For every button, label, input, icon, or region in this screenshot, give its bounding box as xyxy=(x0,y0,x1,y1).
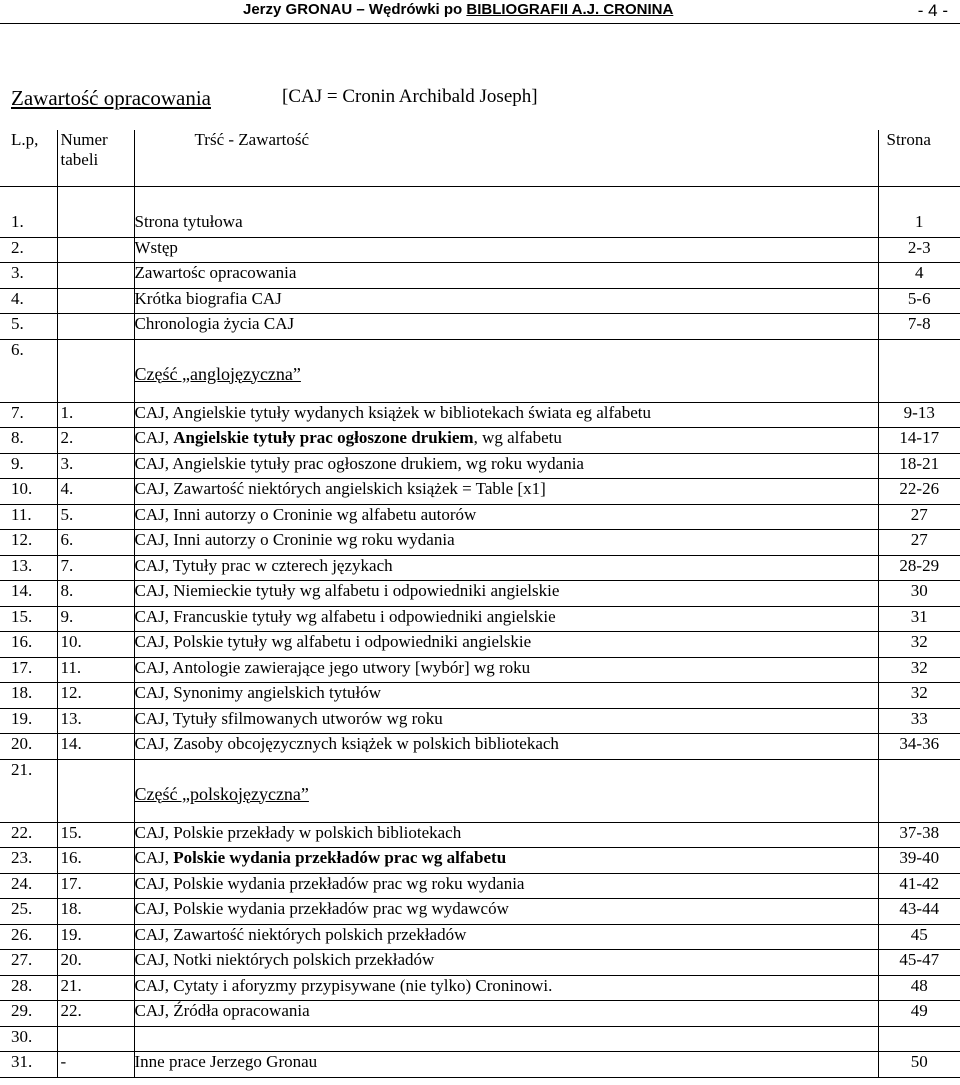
row-lp: 16. xyxy=(0,632,57,658)
row-page: 7-8 xyxy=(878,314,960,340)
page-title: Zawartość opracowania xyxy=(11,86,211,110)
column-header-page: Strona xyxy=(878,130,960,187)
row-page: 27 xyxy=(878,504,960,530)
row-lp: 31. xyxy=(0,1052,57,1078)
section-label-cell xyxy=(134,339,878,402)
row-table-number xyxy=(57,237,134,263)
row-content-prefix: CAJ, xyxy=(134,428,174,447)
row-content[interactable]: CAJ, Inni autorzy o Croninie wg roku wydania xyxy=(134,530,878,556)
row-content-prefix: CAJ, xyxy=(134,848,174,867)
row-table-number: 18. xyxy=(57,899,134,925)
row-content[interactable]: CAJ, Polskie przekłady w polskich bibliotekach xyxy=(134,822,878,848)
row-lp: 12. xyxy=(0,530,57,556)
row-content[interactable]: CAJ, Polskie wydania przekładów prac wg wydawców xyxy=(134,899,878,925)
row-page: 32 xyxy=(878,632,960,658)
table-row xyxy=(0,708,960,734)
row-table-number: 13. xyxy=(57,708,134,734)
page-subtitle: [CAJ = Cronin Archibald Joseph] xyxy=(282,86,538,107)
row-lp: 18. xyxy=(0,683,57,709)
row-lp: 20. xyxy=(0,734,57,760)
row-content[interactable]: Inne prace Jerzego Gronau xyxy=(134,1052,878,1078)
row-lp: 24. xyxy=(0,873,57,899)
row-content[interactable]: CAJ, Polskie tytuły wg alfabetu i odpowiedniki angielskie xyxy=(134,632,878,658)
row-lp: 14. xyxy=(0,581,57,607)
section-page xyxy=(878,339,960,402)
row-table-number: 5. xyxy=(57,504,134,530)
row-page: 39-40 xyxy=(878,848,960,874)
section-table-number xyxy=(57,759,134,822)
table-row xyxy=(0,657,960,683)
row-lp: 1. xyxy=(0,212,57,237)
row-content[interactable] xyxy=(134,848,878,874)
table-row xyxy=(0,237,960,263)
table-row xyxy=(0,632,960,658)
table-row xyxy=(0,314,960,340)
row-page: 43-44 xyxy=(878,899,960,925)
column-header-table-number: Numer tabeli xyxy=(57,130,134,187)
table-row xyxy=(0,263,960,289)
table-row xyxy=(0,1052,960,1078)
row-content[interactable]: CAJ, Notki niektórych polskich przekładów xyxy=(134,950,878,976)
running-header-title-link[interactable]: BIBLIOGRAFII A.J. CRONINA xyxy=(466,1,674,18)
row-table-number: 3. xyxy=(57,453,134,479)
row-lp: 23. xyxy=(0,848,57,874)
table-row xyxy=(0,1026,960,1052)
row-table-number: 17. xyxy=(57,873,134,899)
row-page: 28-29 xyxy=(878,555,960,581)
row-content[interactable]: CAJ, Angielskie tytuły prac ogłoszone drukiem, wg roku wydania xyxy=(134,453,878,479)
row-content[interactable] xyxy=(134,1026,878,1052)
row-content[interactable]: CAJ, Tytuły sfilmowanych utworów wg roku xyxy=(134,708,878,734)
table-row xyxy=(0,606,960,632)
table-row xyxy=(0,848,960,874)
row-content[interactable]: CAJ, Antologie zawierające jego utwory [wybór] wg roku xyxy=(134,657,878,683)
row-table-number: 16. xyxy=(57,848,134,874)
row-content[interactable]: Zawartośc opracowania xyxy=(134,263,878,289)
row-content[interactable]: Wstęp xyxy=(134,237,878,263)
row-table-number xyxy=(57,212,134,237)
row-table-number: 8. xyxy=(57,581,134,607)
table-row xyxy=(0,555,960,581)
row-page: 9-13 xyxy=(878,402,960,428)
row-table-number: 6. xyxy=(57,530,134,556)
table-row xyxy=(0,975,960,1001)
row-table-number: 15. xyxy=(57,822,134,848)
row-lp: 27. xyxy=(0,950,57,976)
row-page: 14-17 xyxy=(878,428,960,454)
running-header-title-prefix: Jerzy GRONAU – Wędrówki po xyxy=(243,1,467,18)
row-lp: 17. xyxy=(0,657,57,683)
section-lp: 21. xyxy=(0,759,57,822)
row-page: 5-6 xyxy=(878,288,960,314)
row-content[interactable]: Strona tytułowa xyxy=(134,212,878,237)
row-lp: 4. xyxy=(0,288,57,314)
row-table-number: 20. xyxy=(57,950,134,976)
row-content[interactable]: Krótka biografia CAJ xyxy=(134,288,878,314)
row-content[interactable]: CAJ, Źródła opracowania xyxy=(134,1001,878,1027)
row-lp: 15. xyxy=(0,606,57,632)
row-lp: 8. xyxy=(0,428,57,454)
row-lp: 11. xyxy=(0,504,57,530)
row-content-emphasis: Polskie wydania przekładów prac wg alfabetu xyxy=(173,848,507,867)
row-table-number: 21. xyxy=(57,975,134,1001)
running-header xyxy=(0,0,960,26)
row-table-number xyxy=(57,1026,134,1052)
row-table-number: 9. xyxy=(57,606,134,632)
table-row xyxy=(0,1001,960,1027)
column-header-content: Trść - Zawartość xyxy=(134,130,878,187)
row-content-emphasis: Angielskie tytuły prac ogłoszone drukiem xyxy=(173,428,474,447)
table-row xyxy=(0,683,960,709)
row-page: 4 xyxy=(878,263,960,289)
row-page: 34-36 xyxy=(878,734,960,760)
row-page: 32 xyxy=(878,683,960,709)
row-table-number: 22. xyxy=(57,1001,134,1027)
running-header-title xyxy=(243,1,673,18)
row-page: 33 xyxy=(878,708,960,734)
row-lp: 26. xyxy=(0,924,57,950)
table-row xyxy=(0,581,960,607)
table-row xyxy=(0,530,960,556)
row-content[interactable] xyxy=(134,428,878,454)
section-page xyxy=(878,759,960,822)
row-content[interactable]: CAJ, Zasoby obcojęzycznych książek w polskich bibliotekach xyxy=(134,734,878,760)
table-row xyxy=(0,212,960,237)
row-content[interactable]: Chronologia życia CAJ xyxy=(134,314,878,340)
row-page: 49 xyxy=(878,1001,960,1027)
row-table-number xyxy=(57,288,134,314)
table-row xyxy=(0,402,960,428)
row-content[interactable]: CAJ, Inni autorzy o Croninie wg alfabetu autorów xyxy=(134,504,878,530)
section-row-english xyxy=(0,339,960,402)
row-lp: 3. xyxy=(0,263,57,289)
row-content[interactable]: CAJ, Zawartość niektórych polskich przekładów xyxy=(134,924,878,950)
row-lp: 29. xyxy=(0,1001,57,1027)
table-row xyxy=(0,504,960,530)
row-content[interactable]: CAJ, Cytaty i aforyzmy przypisywane (nie tylko) Croninowi. xyxy=(134,975,878,1001)
row-content[interactable]: CAJ, Tytuły prac w czterech językach xyxy=(134,555,878,581)
row-lp: 28. xyxy=(0,975,57,1001)
row-table-number: 4. xyxy=(57,479,134,505)
section-label-cell xyxy=(134,759,878,822)
row-page: 1 xyxy=(878,212,960,237)
row-content[interactable]: CAJ, Zawartość niektórych angielskich książek = Table [x1] xyxy=(134,479,878,505)
contents-table xyxy=(0,130,960,1078)
row-table-number: 19. xyxy=(57,924,134,950)
row-table-number: 10. xyxy=(57,632,134,658)
row-table-number xyxy=(57,314,134,340)
section-lp: 6. xyxy=(0,339,57,402)
row-table-number: 11. xyxy=(57,657,134,683)
row-page: 41-42 xyxy=(878,873,960,899)
table-header-row xyxy=(0,130,960,187)
page-number: - 4 - xyxy=(917,1,948,20)
row-page: 37-38 xyxy=(878,822,960,848)
row-table-number: 2. xyxy=(57,428,134,454)
row-page: 18-21 xyxy=(878,453,960,479)
section-heading[interactable]: Część „anglojęzyczna” xyxy=(134,363,301,384)
table-row xyxy=(0,453,960,479)
table-row xyxy=(0,479,960,505)
row-page: 45 xyxy=(878,924,960,950)
row-page xyxy=(878,1026,960,1052)
section-row-polish xyxy=(0,759,960,822)
table-spacer-row xyxy=(0,187,960,213)
row-content-suffix: , wg alfabetu xyxy=(473,428,562,447)
row-lp: 2. xyxy=(0,237,57,263)
table-row xyxy=(0,734,960,760)
row-lp: 7. xyxy=(0,402,57,428)
row-content[interactable]: CAJ, Synonimy angielskich tytułów xyxy=(134,683,878,709)
row-page: 32 xyxy=(878,657,960,683)
table-row xyxy=(0,924,960,950)
row-lp: 5. xyxy=(0,314,57,340)
row-lp: 9. xyxy=(0,453,57,479)
row-page: 48 xyxy=(878,975,960,1001)
header-divider xyxy=(0,23,960,24)
table-row xyxy=(0,899,960,925)
row-page: 31 xyxy=(878,606,960,632)
row-lp: 10. xyxy=(0,479,57,505)
row-table-number: 14. xyxy=(57,734,134,760)
table-row xyxy=(0,428,960,454)
row-page: 30 xyxy=(878,581,960,607)
row-table-number xyxy=(57,263,134,289)
row-page: 50 xyxy=(878,1052,960,1078)
row-table-number: 1. xyxy=(57,402,134,428)
row-page: 22-26 xyxy=(878,479,960,505)
row-lp: 30. xyxy=(0,1026,57,1052)
row-lp: 19. xyxy=(0,708,57,734)
row-lp: 13. xyxy=(0,555,57,581)
section-table-number xyxy=(57,339,134,402)
section-heading[interactable]: Część „polskojęzyczna” xyxy=(134,783,309,804)
row-table-number: 7. xyxy=(57,555,134,581)
row-content[interactable]: CAJ, Niemieckie tytuły wg alfabetu i odpowiedniki angielskie xyxy=(134,581,878,607)
row-lp: 25. xyxy=(0,899,57,925)
row-table-number: 12. xyxy=(57,683,134,709)
row-table-number: - xyxy=(57,1052,134,1078)
table-row xyxy=(0,822,960,848)
row-page: 45-47 xyxy=(878,950,960,976)
row-content[interactable]: CAJ, Angielskie tytuły wydanych książek w bibliotekach świata eg alfabetu xyxy=(134,402,878,428)
table-row xyxy=(0,950,960,976)
row-page: 2-3 xyxy=(878,237,960,263)
column-header-lp: L.p, xyxy=(0,130,57,187)
row-page: 27 xyxy=(878,530,960,556)
row-lp: 22. xyxy=(0,822,57,848)
table-row xyxy=(0,873,960,899)
table-row xyxy=(0,288,960,314)
row-content[interactable]: CAJ, Francuskie tytuły wg alfabetu i odpowiedniki angielskie xyxy=(134,606,878,632)
row-content[interactable]: CAJ, Polskie wydania przekładów prac wg roku wydania xyxy=(134,873,878,899)
